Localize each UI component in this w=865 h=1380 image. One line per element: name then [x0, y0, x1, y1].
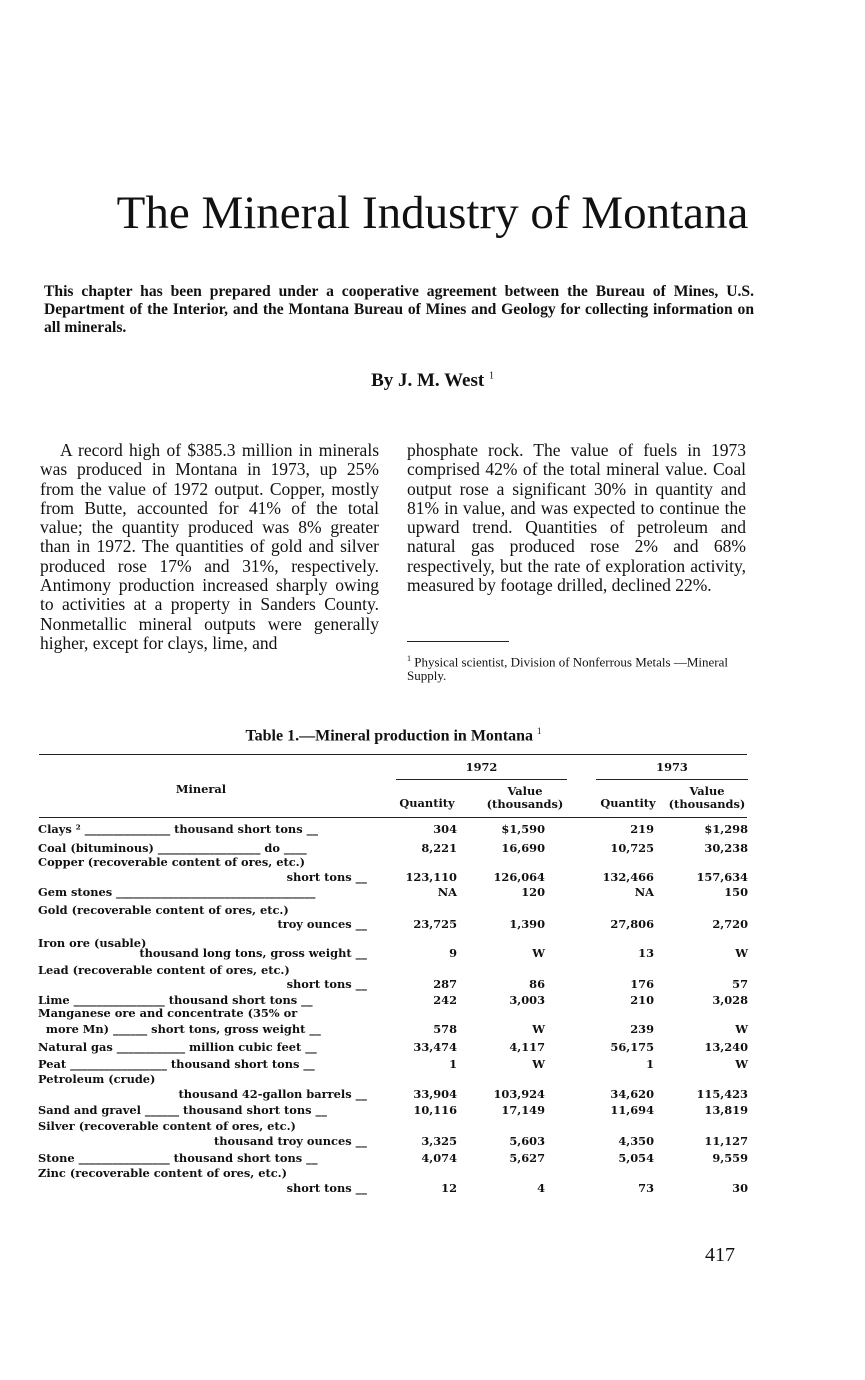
cell-quantity-1972: 33,904	[413, 1087, 457, 1101]
cell-value-1972: W	[532, 946, 545, 960]
cell-value-1973: W	[735, 1057, 748, 1071]
author-footnote-mark: 1	[488, 370, 494, 382]
row-label: thousand troy ounces __	[214, 1134, 367, 1148]
cell-quantity-1973: 176	[630, 977, 654, 991]
cell-value-1973: $1,298	[704, 822, 748, 836]
row-label: short tons __	[286, 977, 367, 991]
cell-quantity-1972: 1	[449, 1057, 457, 1071]
cell-value-1973: 2,720	[712, 917, 748, 931]
body-column-right: phosphate rock. The value of fuels in 1973 comprised 42% of the total mineral value. Coal output rose a significant 30% in quantity and 81% in value, and was expected to continue the upward trend. Quantities of petroleum and natural gas produced rose 2% and 68% respectively, but the rate of exploration activity, measured by footage drilled, declined 22%.	[407, 440, 746, 596]
column-header-value-1972	[480, 785, 570, 811]
value-header-line2: (thousands)	[486, 797, 564, 811]
row-label: Coal (bituminous) __________________ do ____	[38, 841, 307, 855]
row-label: Lead (recoverable content of ores, etc.)	[38, 963, 290, 977]
row-label: Gem stones ___________________________________	[38, 885, 316, 899]
cell-quantity-1973: 132,466	[602, 870, 654, 884]
row-label: Manganese ore and concentrate (35% or	[38, 1006, 298, 1020]
intro-paragraph: This chapter has been prepared under a cooperative agreement between the Bureau of Mines, U.S. Department of the Interior, and the Montana Bureau of Mines and Geology for collecting information on all minerals.	[44, 283, 754, 336]
row-label: Lime ________________ thousand short tons __	[38, 993, 313, 1007]
byline	[0, 370, 865, 392]
cell-quantity-1973: 4,350	[618, 1134, 654, 1148]
cell-value-1972: $1,590	[501, 822, 545, 836]
cell-value-1972: 4,117	[509, 1040, 545, 1054]
column-header-value-1973	[664, 785, 750, 811]
column-header-mineral: Mineral	[175, 782, 227, 796]
row-label: Gold (recoverable content of ores, etc.)	[38, 903, 289, 917]
cell-quantity-1972: 8,221	[421, 841, 457, 855]
cell-quantity-1973: 56,175	[610, 1040, 654, 1054]
cell-quantity-1972: 10,116	[413, 1103, 457, 1117]
row-label: Zinc (recoverable content of ores, etc.)	[38, 1166, 288, 1180]
cell-value-1973: 150	[724, 885, 748, 899]
cell-value-1973: 13,240	[704, 1040, 748, 1054]
row-label: Clays ² _______________ thousand short tons __	[38, 822, 318, 836]
table-title	[0, 726, 787, 745]
cell-value-1972: 126,064	[493, 870, 545, 884]
cell-quantity-1973: 10,725	[610, 841, 654, 855]
row-label: troy ounces __	[277, 917, 367, 931]
cell-quantity-1972: 123,110	[405, 870, 457, 884]
cell-quantity-1973: 27,806	[610, 917, 654, 931]
cell-quantity-1973: 73	[638, 1181, 654, 1195]
cell-value-1973: 30	[732, 1181, 748, 1195]
cell-quantity-1973: 219	[630, 822, 654, 836]
cell-value-1973: 3,028	[712, 993, 748, 1007]
cell-value-1973: 11,127	[704, 1134, 748, 1148]
table-top-rule	[39, 754, 747, 755]
cell-value-1972: 120	[521, 885, 545, 899]
page-title: The Mineral Industry of Montana	[116, 187, 749, 239]
cell-quantity-1973: 1	[646, 1057, 654, 1071]
row-label: Stone ________________ thousand short tons __	[38, 1151, 318, 1165]
footnote	[407, 652, 752, 682]
row-label: short tons __	[286, 1181, 367, 1195]
body-column-left: A record high of $385.3 million in minerals was produced in Montana in 1973, up 25% from the value of 1972 output. Copper, mostly from Butte, accounted for 41% of the total value; the quantity produced was 8% greater than in 1972. The quantities of gold and silver produced rose 17% and 31%, respectively. Antimony production increased sharply owing to activities at a property in Sanders County. Nonmetallic mineral outputs were generally higher, except for clays, lime, and	[40, 440, 379, 653]
cell-quantity-1972: 287	[433, 977, 457, 991]
cell-value-1973: 115,423	[696, 1087, 748, 1101]
cell-value-1973: W	[735, 1022, 748, 1036]
row-label: Natural gas ____________ million cubic feet __	[38, 1040, 317, 1054]
page-number: 417	[705, 1244, 735, 1266]
row-label: more Mn) ______ short tons, gross weight __	[38, 1022, 321, 1036]
cell-quantity-1972: 242	[433, 993, 457, 1007]
cell-quantity-1972: 23,725	[413, 917, 457, 931]
cell-quantity-1973: NA	[634, 885, 654, 899]
cell-quantity-1973: 34,620	[610, 1087, 654, 1101]
table-header-rule	[39, 817, 747, 818]
cell-quantity-1973: 5,054	[618, 1151, 654, 1165]
cell-quantity-1972: 578	[433, 1022, 457, 1036]
cell-value-1972: 103,924	[493, 1087, 545, 1101]
value-header-line2: (thousands)	[668, 797, 746, 811]
cell-quantity-1973: 13	[638, 946, 654, 960]
cell-value-1972: W	[532, 1022, 545, 1036]
cell-quantity-1972: 4,074	[421, 1151, 457, 1165]
footnote-mark: 1	[407, 654, 411, 663]
year-1973-rule	[596, 779, 748, 780]
row-label: thousand 42-gallon barrels __	[178, 1087, 367, 1101]
column-header-quantity-1972: Quantity	[399, 796, 455, 810]
row-label: short tons __	[286, 870, 367, 884]
cell-value-1972: W	[532, 1057, 545, 1071]
row-label: Iron ore (usable)	[38, 936, 147, 950]
cell-quantity-1973: 239	[630, 1022, 654, 1036]
cell-value-1972: 86	[529, 977, 545, 991]
footnote-text: Physical scientist, Division of Nonferrous Metals —Mineral Supply.	[407, 654, 729, 683]
row-label: Copper (recoverable content of ores, etc.)	[38, 855, 306, 869]
cell-value-1972: 4	[537, 1181, 545, 1195]
cell-value-1973: 13,819	[704, 1103, 748, 1117]
cell-quantity-1972: NA	[437, 885, 457, 899]
cell-value-1973: W	[735, 946, 748, 960]
column-header-1972: 1972	[465, 760, 498, 774]
row-label: thousand long tons, gross weight __	[139, 946, 367, 960]
value-header-line1: Value	[507, 784, 543, 798]
cell-value-1972: 5,627	[509, 1151, 545, 1165]
row-label: Silver (recoverable content of ores, etc.)	[38, 1119, 296, 1133]
row-label: Peat _________________ thousand short tons __	[38, 1057, 315, 1071]
cell-value-1973: 57	[732, 977, 748, 991]
cell-quantity-1972: 9	[449, 946, 457, 960]
cell-value-1973: 9,559	[712, 1151, 748, 1165]
row-label: Petroleum (crude)	[38, 1072, 156, 1086]
table-title-text: Table 1.—Mineral production in Montana	[245, 727, 534, 745]
cell-value-1972: 16,690	[501, 841, 545, 855]
cell-value-1973: 30,238	[704, 841, 748, 855]
cell-value-1972: 17,149	[501, 1103, 545, 1117]
cell-value-1972: 3,003	[509, 993, 545, 1007]
row-label: Sand and gravel ______ thousand short tons __	[38, 1103, 327, 1117]
cell-quantity-1972: 33,474	[413, 1040, 457, 1054]
cell-quantity-1973: 210	[630, 993, 654, 1007]
value-header-line1: Value	[689, 784, 725, 798]
table-title-note: 1	[537, 726, 542, 736]
cell-quantity-1972: 3,325	[421, 1134, 457, 1148]
cell-quantity-1972: 304	[433, 822, 457, 836]
cell-value-1972: 1,390	[509, 917, 545, 931]
cell-value-1973: 157,634	[696, 870, 748, 884]
year-1972-rule	[396, 779, 567, 780]
cell-quantity-1973: 11,694	[610, 1103, 654, 1117]
cell-quantity-1972: 12	[441, 1181, 457, 1195]
cell-value-1972: 5,603	[509, 1134, 545, 1148]
column-header-quantity-1973: Quantity	[600, 796, 656, 810]
author-name: By J. M. West	[371, 370, 485, 391]
column-header-1973: 1973	[656, 760, 688, 774]
footnote-divider	[407, 641, 509, 642]
